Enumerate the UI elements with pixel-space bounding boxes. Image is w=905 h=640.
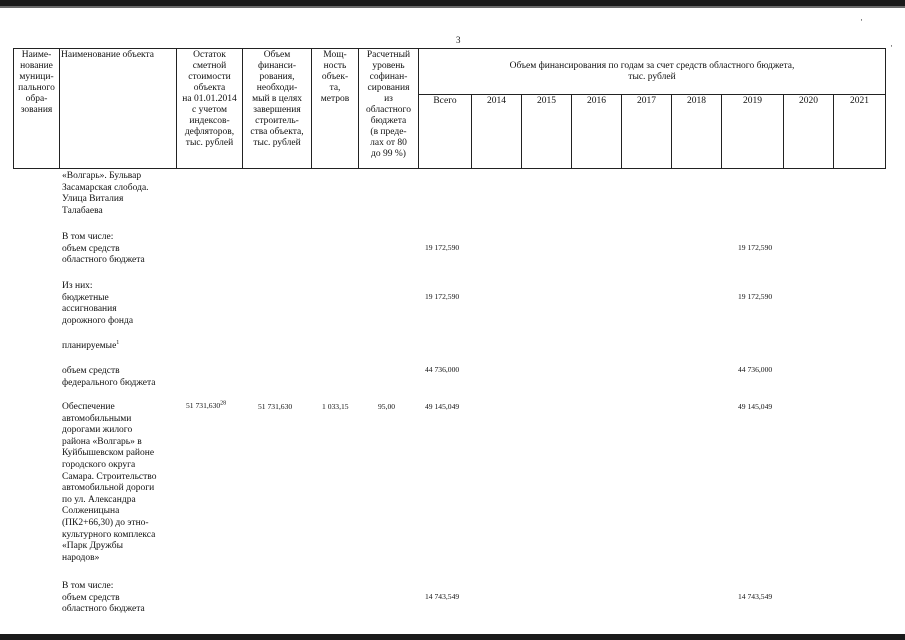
- scan-speck: ·: [860, 15, 863, 25]
- row-capacity: 1 033,15: [322, 402, 349, 411]
- row-2019: 19 172,590: [738, 292, 773, 301]
- header-year-2020: 2020: [784, 95, 834, 169]
- row-funding-needed: 51 731,630: [258, 402, 293, 411]
- header-object-name: Наименование объекта: [60, 49, 177, 169]
- row-label-text: планируемые: [62, 341, 117, 351]
- header-year-2015: 2015: [522, 95, 572, 169]
- header-cofinancing-level: Расчетный уровень софинан- сирования из областного бюджета (в преде- лах от 80 до 99 %): [359, 49, 419, 169]
- row-label: [62, 341, 182, 353]
- header-year-2017: 2017: [622, 95, 672, 169]
- row-label: Из них: бюджетные ассигнования дорожного фонда: [62, 281, 134, 326]
- row-label: объем средств федерального бюджета: [62, 366, 156, 388]
- header-year-2021: 2021: [834, 95, 886, 169]
- header-funding-by-year: Объем финансирования по годам за счет средств областного бюджета, тыс. рублей: [419, 49, 886, 95]
- header-year-2016: 2016: [572, 95, 622, 169]
- header-municipality: Наиме- нование муници- пального обра- зования: [14, 49, 60, 169]
- row-total: 49 145,049: [425, 402, 460, 411]
- header-year-2014: 2014: [472, 95, 522, 169]
- row-2019: 49 145,049: [738, 402, 773, 411]
- header-year-2018: 2018: [672, 95, 722, 169]
- header-remaining-cost: Остаток сметной стоимости объекта на 01.01.2014 с учетом индексов- дефляторов, тыс. рублей: [177, 49, 243, 169]
- page-number: 3: [456, 35, 461, 45]
- remaining-cost-value: 51 731,630: [186, 401, 221, 410]
- row-remaining-cost: [186, 401, 226, 411]
- header-capacity: Мощ- ность объек- та, метров: [312, 49, 359, 169]
- row-total: 14 743,549: [425, 592, 460, 601]
- header-year-2019: 2019: [722, 95, 784, 169]
- row-cofinancing: 95,00: [378, 402, 396, 411]
- footnote-marker: 28: [220, 400, 227, 407]
- row-label: В том числе: объем средств областного бюджета: [62, 581, 145, 615]
- row-total: 19 172,590: [425, 292, 460, 301]
- footnote-marker: 1: [116, 339, 120, 346]
- row-object-name: Обеспечение автомобильными дорогами жилого района «Волгарь» в Куйбышевском районе городского округа Самара. Строительство автомобильной дороги по ул. Александра Солженицына (ПК2+66,30) до этно- культурного комплекса «Парк Дружбы народов»: [62, 402, 157, 563]
- row-2019: 14 743,549: [738, 592, 773, 601]
- scan-top-border-shadow: [0, 6, 905, 8]
- financing-table-header: [13, 48, 886, 169]
- row-2019: 19 172,590: [738, 243, 773, 252]
- row-object-name-continued: «Волгарь». Бульвар Засамарская слобода. Улица Виталия Талабаева: [62, 171, 149, 216]
- scan-bottom-border: [0, 634, 905, 640]
- row-2019: 44 736,000: [738, 365, 773, 374]
- scan-speck: ·: [890, 41, 893, 51]
- row-label: В том числе: объем средств областного бюджета: [62, 232, 145, 266]
- row-total: 44 736,000: [425, 365, 460, 374]
- header-year-total: Всего: [419, 95, 472, 169]
- row-total: 19 172,590: [425, 243, 460, 252]
- header-funding-needed: Объем финанси- рования, необходи- мый в целях завершения строитель- ства объекта, тыс. рублей: [243, 49, 312, 169]
